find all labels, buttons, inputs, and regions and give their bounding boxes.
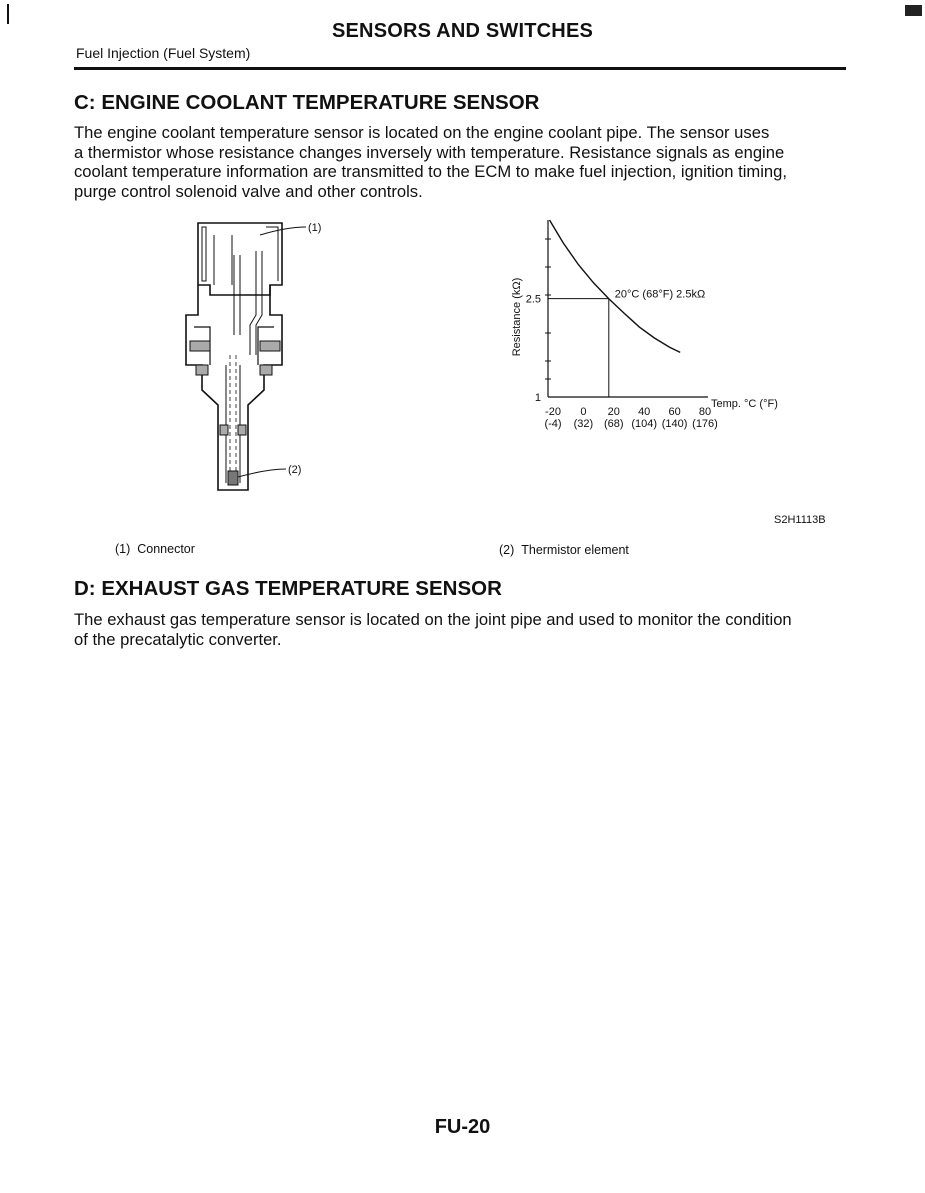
section-c-paragraph xyxy=(74,123,850,201)
section-c-line: a thermistor whose resistance changes inversely with temperature. Resistance signals as engine xyxy=(74,142,785,162)
chart-y-tick-label: 1 xyxy=(534,392,541,404)
caption-connector xyxy=(115,542,195,556)
section-c-line: The engine coolant temperature sensor is located on the engine coolant pipe. The sensor uses xyxy=(74,123,770,142)
chart-x-tick-label: 40 xyxy=(638,406,651,418)
chart-x-tick-label-f: (104) xyxy=(631,418,658,430)
chart-x-tick-label: 80 xyxy=(698,406,712,418)
caption-thermistor xyxy=(499,543,629,557)
chart-x-tick-label-f: (-4) xyxy=(544,418,562,430)
page-number: FU-20 xyxy=(434,1116,491,1138)
page-header-subtitle: Fuel Injection (Fuel System) xyxy=(76,45,251,61)
chart-y-axis-label: Resistance (kΩ) xyxy=(511,277,523,357)
caption-number: (1) xyxy=(115,542,131,556)
section-c-line: purge control solenoid valve and other controls. xyxy=(74,181,423,201)
chart-x-tick-label-f: (176) xyxy=(692,418,718,430)
corner-tab-mark xyxy=(905,5,922,16)
chart-x-axis-label: Temp. °C (°F) xyxy=(711,398,778,410)
figure-code: S2H1113B xyxy=(774,514,826,526)
section-d-title: D: EXHAUST GAS TEMPERATURE SENSOR xyxy=(74,577,502,600)
caption-number: (2) xyxy=(499,543,515,557)
chart-x-tick-label: 20 xyxy=(607,406,620,418)
section-d-line: The exhaust gas temperature sensor is located on the joint pipe and used to monitor the condition xyxy=(74,610,792,629)
section-c-line: coolant temperature information are transmitted to the ECM to make fuel injection, ignition timing, xyxy=(74,162,787,182)
chart-x-tick-label-f: (68) xyxy=(604,418,624,430)
chart-series-line xyxy=(550,220,681,352)
callout-1-label: (1) xyxy=(308,222,322,234)
chart-x-tick-label: 0 xyxy=(580,406,587,418)
section-d-paragraph xyxy=(74,610,850,649)
resistance-temperature-chart xyxy=(500,215,800,440)
chart-x-tick-label-f: (140) xyxy=(661,418,688,430)
caption-text: Thermistor element xyxy=(521,543,629,557)
chart-x-tick-label: -20 xyxy=(545,406,561,418)
chart-y-tick-label: 2.5 xyxy=(525,293,541,306)
chart-x-tick-label: 60 xyxy=(668,406,681,418)
section-c-title: C: ENGINE COOLANT TEMPERATURE SENSOR xyxy=(74,91,540,114)
callout-2-label: (2) xyxy=(288,464,302,476)
caption-text: Connector xyxy=(137,542,195,556)
sensor-cross-section-diagram xyxy=(170,215,340,505)
chart-x-tick-label-f: (32) xyxy=(573,418,594,430)
section-d-line: of the precatalytic converter. xyxy=(74,629,282,649)
chart-annotation: 20°C (68°F) 2.5kΩ xyxy=(614,288,706,301)
header-divider xyxy=(74,67,846,70)
page-header-title: SENSORS AND SWITCHES xyxy=(331,20,594,42)
